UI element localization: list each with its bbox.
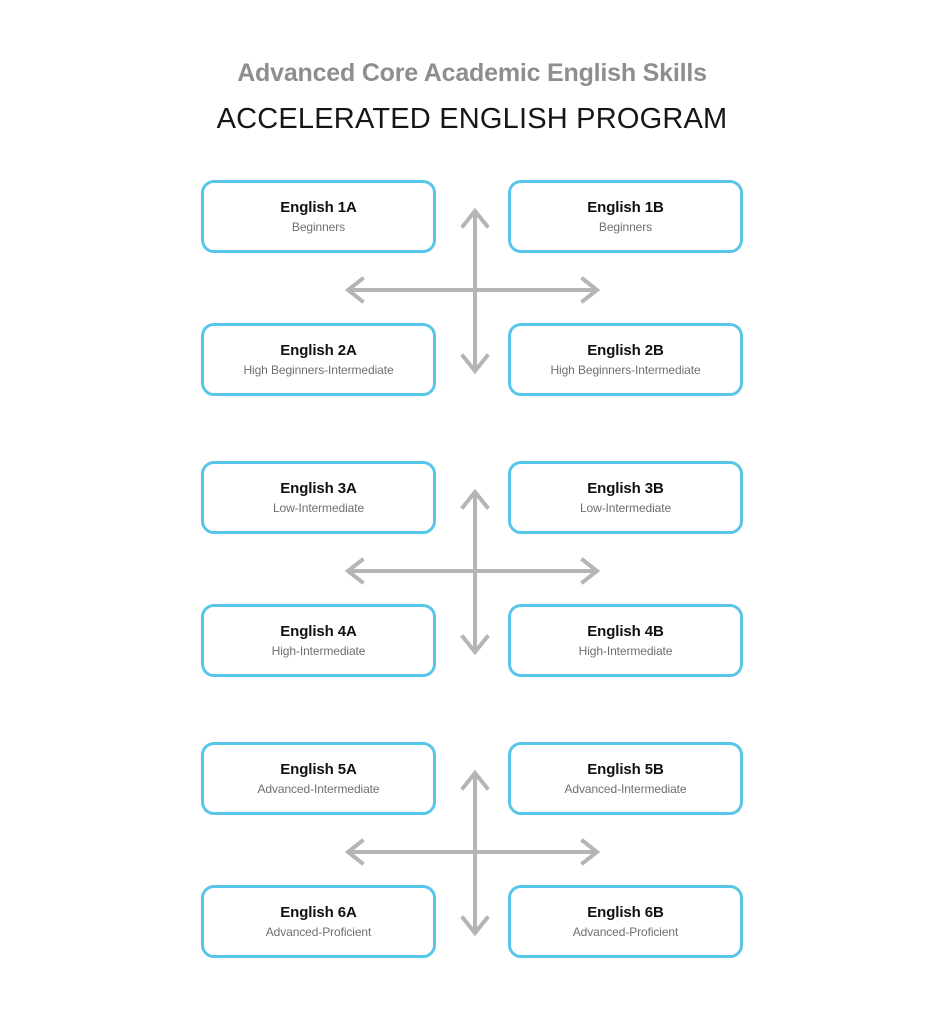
arrow-right-icon: [583, 560, 597, 582]
course-title: English 4B: [587, 623, 664, 640]
course-card[interactable]: [201, 323, 436, 396]
arrow-left-icon: [348, 841, 362, 863]
course-level: Beginners: [291, 220, 346, 234]
course-title: English 1B: [587, 199, 664, 216]
course-level: Advanced-Intermediate: [257, 782, 380, 796]
course-title: English 6B: [587, 904, 664, 921]
course-card[interactable]: [201, 742, 436, 815]
course-card[interactable]: [508, 604, 743, 677]
page-title: ACCELERATED ENGLISH PROGRAM: [216, 103, 728, 135]
arrow-down-icon: [463, 918, 487, 933]
arrow-left-icon: [348, 279, 362, 301]
course-title: English 2A: [280, 342, 357, 359]
level-group-3: [0, 742, 944, 964]
course-level: Low-Intermediate: [272, 501, 365, 515]
page-eyebrow-title: Advanced Core Academic English Skills: [237, 59, 707, 87]
course-card[interactable]: [201, 604, 436, 677]
arrow-up-icon: [463, 492, 487, 507]
arrow-up-icon: [463, 211, 487, 226]
course-card[interactable]: [508, 461, 743, 534]
arrow-right-icon: [583, 841, 597, 863]
course-level: Low-Intermediate: [579, 501, 672, 515]
arrow-down-icon: [463, 637, 487, 652]
arrow-up-icon: [463, 773, 487, 788]
arrow-down-icon: [463, 356, 487, 371]
course-level: High Beginners-Intermediate: [243, 363, 394, 377]
course-level: Advanced-Proficient: [572, 925, 679, 939]
course-title: English 6A: [280, 904, 357, 921]
course-level: High-Intermediate: [271, 644, 366, 658]
level-group-2: [0, 461, 944, 683]
course-title: English 5B: [587, 761, 664, 778]
course-card[interactable]: [508, 885, 743, 958]
course-level: High Beginners-Intermediate: [550, 363, 701, 377]
course-card[interactable]: [201, 461, 436, 534]
course-level: High-Intermediate: [578, 644, 673, 658]
course-level: Advanced-Proficient: [265, 925, 372, 939]
course-card[interactable]: [508, 180, 743, 253]
course-title: English 4A: [280, 623, 357, 640]
arrow-left-icon: [348, 560, 362, 582]
course-title: English 2B: [587, 342, 664, 359]
course-level: Beginners: [598, 220, 653, 234]
arrow-right-icon: [583, 279, 597, 301]
course-card[interactable]: [508, 742, 743, 815]
level-group-1: [0, 180, 944, 402]
course-title: English 5A: [280, 761, 357, 778]
course-card[interactable]: [201, 885, 436, 958]
course-card[interactable]: [201, 180, 436, 253]
course-level: Advanced-Intermediate: [564, 782, 687, 796]
course-card[interactable]: [508, 323, 743, 396]
course-title: English 3A: [280, 480, 357, 497]
course-title: English 3B: [587, 480, 664, 497]
course-title: English 1A: [280, 199, 357, 216]
